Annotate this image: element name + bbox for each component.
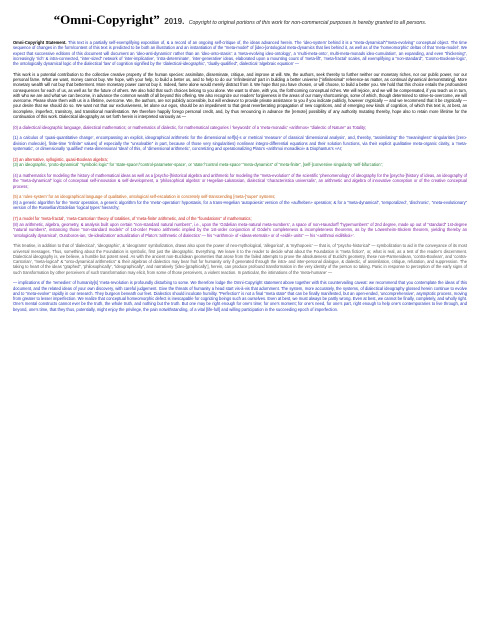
copyright-year: 2019. [164, 17, 185, 26]
list-item-4: (4) a mathematics for modeling the history of mathematical ideas as well as a [psycho-]historical algebra and arithmetic for modeling the “meta-evolution” of the scientific ‘phenomenology’ of ideography for the [psycho-]history of ideas, an ideography of the “meta-dynamical” logic of conceptual self-innovation & self-development, a ‘philosophical algebra’ or Hegelian-Lakatosian, dialectical ‘characteristica universalis’, an arithmetic and algebra of innovative conception or of the creative conceptual process; [13, 173, 467, 189]
statement-label: Omni-Copyright Statement. [13, 40, 67, 45]
statement-text: This text is a partially self-exemplifying exposition of, & a record of an ongoing self-critique of, the ideas advanced herein. The ‘ideo-system’ behind it is a “meta-dynamical”/“meta-evolving” conceptual object. The time sequence of changes in the form/content of this text is predicted to be both an illustration and an instantiation of the “meta-model” of [ideo-]ontological meta-dynamics that lies behind it, as well as of the ‘homeomorphic’ deltas of that ‘meta-model’. We expect that successive editions of this document will document an ‘ideo-anti-dynamics’ rather than an ‘ideo-onto-stasis’: a ‘meta-evolving ideo-ontology’, a ‘multi-meta-onto’, multi-meta-monads ideo-cumulation’, an expanding, and even “thickening”, increasingly ‘rich’ & intra-connected, “inter-sized” network of ‘inter-implicative’, ‘intra-determinate’, ‘inter-generative’ ideas, elaborated upon a mounting count of ‘meta-lift’, ‘meta-fractal’ scales, all exemplifying a “non-standard”, ‘Cosmo-Boolean-logic’, the ontologically dynamical logic of the dialectical ‘law’ of cognition signified by the ‘dialectical-ideographic’, “dually-qualified”, dialectical ‘algebraic equation’ — [13, 40, 467, 66]
document-body [13, 40, 467, 630]
list-item-8: (8) an arithmetic, algebra, geometry, & analysis built upon certain “non-standard natural numbers”, i.e., upon the ‘Gödelian meta-natural meta-numbers’, a space of non-Hausdorff “hypernumbers” of 2nd degree, made up out of “standard” 1st-degree “natural numbers”, instancing those “non-standard models” of 1st-order Peano arithmetic implied by the 1st-order conjunction of Gödel’s completeness & incompleteness theorems, as by the Löwenheim-Skolem theorem, yielding thereby an ‘ontologically dynamical’, Ouroboros-ian, ‘de-idealization’ actualization of Plato’s ‘arithmetic of dialectics’ — his “«arithmoi» of «ideas-eternals» or of «eidê» units” — his ‘«arithmoi eidêtikoi»’. [13, 222, 467, 238]
list-item-5: (5) a ‘rules-system’ for an ideographical language of qualitative, ontological self-escalation in concretely self-transcending [meta-]‘super’ systems; [13, 194, 276, 200]
closing-paragraph: — implications of the ‘remedies’ of humanity[s] ‘meta-revolution is profoundly disturbing to some. We therefore lodge the Omni-Copyright statement above together with this countervailing caveat: we recommend that you contemplate the ideas of this document, and the related ideas of your own discovery, with careful judgement. Give the threats of humanity a head start vis-à-vis that adornment. The system, more accurately, the systems, of dialectical ideography glossed herein continue to evolve and to “meta-evolve” rapidly in our research. They burgeon beneath our feet. Dialectics should inculcate humility. “Perfection” is not a final “meta state” that can be finally manifested, but an open-ended, ‘uncomprehensive’, asymptotic process, moving from greater to lesser imperfection. We realize that conceptual homeomorphic defect is inescapable for cognizing beings such as ourselves. Even at best, we must always be partly wrong. Even at best, we cannot be finally, completely, and wholly right. One’s mental constructs cannot ever be the truth, the whole truth, and nothing but the truth. But one may be right enough for one’s time; for one’s moment; for one’s need, for one’s part, right enough to help one’s contemporaries to live through, and beyond, one’s time, that they thus, potentially, might enjoy the privilege, the pain notwithstanding, of a vital [life-full] and willing participation in the succeeding epoch of imperfection. [13, 280, 467, 312]
omni-copyright-statement [13, 40, 467, 66]
intro-paragraph: This work is a potential contribution to the collective creative property of the human species: assimilate, disseminate, critique, and improve at will. We, the authors, seek thereby to further neither our monetary riches, nor our public power, nor our personal fame. What we want, money cannot buy. We hope, with your help, to build a better us, and to help to do our ‘infinitesimal’ part in building a better universe [“infinitesimal” reference-as matter, as continual dynamical demonstrating]. More monetary wealth will not buy that betterment. More monetary power cannot buy it. Indeed, fame alone would merely distract from it. We hope that you have chosen, or will choose, to build a better you. We hold that this choice entails the profoundest consequences for each of us, as well as for the future of others. We also hold that such choices belong to you alone. We want to share, with you, the forthcoming conceptual riches. We will rejoice, and we will be compensated, if you teach us in turn, with who we are and what we can become, in advance the common wealth of all beyond this offering. We also recognize our readers’ forgiveness in the areas of our many shortcomings, some of which, though determined to strive-to-overcome, we will overcome. Please share them with us in a lifetime, overcome. We, the authors, are not publicly accessible, but will endeavor to provide private assistance to you if you indicate publicly, however cryptically — and we recommend that it be cryptically — your desire that we should do so. We want not that our exclusiveness, let alone our egos, should be an impediment to that great reverberating propagation of new cognitions, and of emerging new kinds of cognition, of which this text is, at best, an incomplete, imperfect, transitory, and transitional manifestation. We therefore happily forego personal credit, and, by thus renouncing in advance the [remote] possibility of any authority mutating thereby, hope also to retain more lifetime for the continuation of this work. Dialectical ideography as set forth herein is interpreted variously as — [13, 71, 467, 119]
list-item-3: (3) an ideographic, ‘proto-dynamical’ “symbolic logic” for ‘state-space’/‘control-parameter-space’, or ‘state’/‘control meta-space’ “meta-dynamics” of “meta-finite”, [self-]conversive singularity ‘self-bifurcation’; [13, 162, 383, 168]
list-item-6: (6) a generic algorithm for the ‘meta’ operation, a generic algorithm for the ‘meta’-operation’ hypostasis, for a trans-Hegelian ‘autopoiesis’ version of the «aufheben» operation; & for a “meta-dynamical”, ‘temporalized’, ‘dischronic’, “meta-evolutionary” version of the Russellian/Gödelian ‘logical types’ hierarchy; [13, 200, 467, 211]
list-item-1: (1) a calculus of ‘quasi-quantitative change’, encompassing an explicit, ideographical arithmetic for the dimensional self[s]-s or metrical ‘measure’ of classical ‘dimensional analysis’, and, thereby, “assimilating” the “meaningless” singularities [zero-division molecule], finite-time “infinite” values] of especially the “unsolvable” in part, because of those very singularities) nonlinear integro-differential equations and their solution functions, via their explicit qualitative meta-organic clarity, a ‘meta-systematic’, or dimensionally ‘qualified’ meta-dimensional ‘Ideal’ of this, of ‘dimensional arithmetic’, concretizing and operationalizing Plato’s «arithmoi monadikoi» & Diophantus’s «Ar; [13, 135, 467, 151]
list-item-0: (0) a dialectical ideographic language, dialectical mathematics; or mathematics of dialectic, for mathematical categories / ‘keywords’ of a ‘meta-monadic’ «arithmos» “dialectic of Nature” as Totality; [13, 124, 367, 130]
list-item-2: (2) an alternative, syllogistic, quasi-Boolean algebra; [13, 156, 108, 162]
header [0, 11, 480, 29]
copyright-subtitle: Copyright to original portions of this work for non-commercial purposes is hereby granted to all persons. [188, 20, 427, 26]
list-item-7: (7) a model for ‘meta-fractal’, ‘meta-Cantorian’ theory of totalities, of ‘meta-finite’ arithmetic, and of the “foundations” of mathematics; [13, 216, 252, 222]
document-title: “Omni-Copyright” [53, 12, 160, 27]
treatise-paragraph: This treatise, in addition to that of ‘dialectical’, ‘ideographic’, & ‘ideograms’ symbolization, draws also upon the power of neo-mythological, ‘allegorical’, & ‘mythopoeic’ — that is, of “psycho-historical” — symbolization to aid in the conveyance of its most universal messages. Thus, something about the Foundation is symbolic, first just the ideographic. Everything. We leave it to the reader to decide what about the Foundation is “meta fiction”, or, what is real, as a test of the reader’s discernment. Dialectical ideography is, we believe, a humble but potent seed. As with the ancient non-Euclidean geometries that arose from the failed attempts to prove the absoluteness of Euclid’s geometry, these non-Parmenidean, ‘contra-Boolean’, and ‘contra-Cantorian’, “meta-logical” & “onto-dynamical arithmetics” & their algebras of dialectics may bear fruit for humanity only if generated through the intra- and inter-personal dialogue, & dialectic, of assimilation, critique, refutation, and suppression. The taking to heart of the ideas “graphed”, ‘philosophically’, “ideographically”, and narratively ‘[ideo-]graphically’], herein, can produce profound transformation in the very identity of the person so taking. Panic in response to perception of the early signs of such transformation by other perceivers of such transformation may elicit, from some of those perceivers, a violent reaction. In particular, the intimations of the ‘meta-humane’ — [13, 243, 467, 275]
